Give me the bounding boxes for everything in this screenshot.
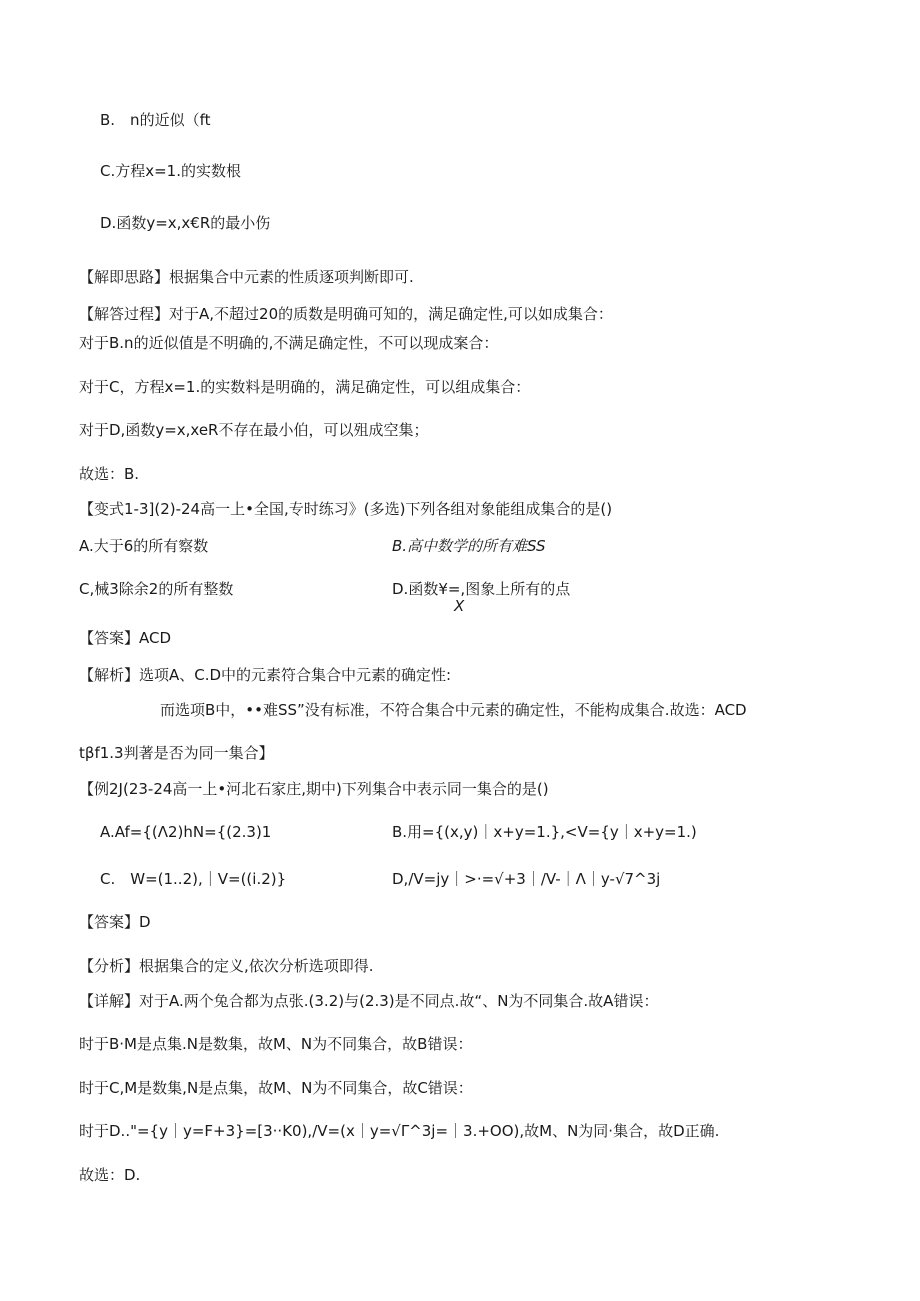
- example2-option-a: A.Af={(Λ2)hN={(2.3)1: [100, 823, 272, 841]
- variant-option-d: D.函数¥=,图象上所有的点: [392, 580, 571, 598]
- example2-answer: 【答案】D: [79, 913, 151, 931]
- solution-line-d: 对于D,函数y=x,xeR不存在最小伯，可以殂成空集；: [79, 421, 429, 439]
- example2-title: 【例2J(23-24高一上•河北石家庄,期中)下列集合中表示同一集合的是(): [79, 780, 549, 798]
- option-c-line: C.方程x=1.的实数根: [100, 162, 241, 180]
- example2-option-c: C. W=(1..2),｜V=((i.2)}: [100, 870, 287, 888]
- solution-line-b: 对于B.n的近似值是不明确的,不满足确定性，不可以现成案合：: [79, 334, 499, 352]
- variant-option-a: A.大于6的所有察数: [79, 537, 209, 555]
- variant-option-d-denominator: X: [454, 597, 465, 615]
- example2-line-d: 时于D.."={y｜y=F+3}=[3··K0),/V=(x｜y=√Γ^3j=｜3.+OO),故M、N为同·集合，故D正确.: [79, 1122, 720, 1140]
- section-heading: tβf1.3判著是否为同一集合】: [79, 744, 274, 762]
- variant-analysis: 【解析】选项A、C.D中的元素符合集合中元素的确定性:: [79, 666, 452, 684]
- example2-analysis: 【分析】根据集合的定义,依次分析选项即得.: [79, 957, 374, 975]
- example2-choose: 故选：D.: [79, 1166, 141, 1184]
- solution-line-c: 对于C，方程x=1.的实数料是明确的，满足确定性，可以组成集合：: [79, 378, 531, 396]
- variant-option-b: B.高中数学的所有难SS: [392, 537, 546, 555]
- option-d-line: D.函数y=x,x€R的最小伤: [100, 214, 271, 232]
- variant-title: 【变式1-3](2)-24高一上•全国,专时练习》(多选)下列各组对象能组成集合的是(): [79, 500, 613, 518]
- solution-process: 【解答过程】对于A,不超过20的质数是明确可知的，满足确定性,可以如成集合：: [79, 305, 613, 323]
- variant-analysis-2: 而选项B中，••难SS”没有标准，不符合集合中元素的确定性，不能构成集合.故选：ACD: [160, 701, 747, 719]
- example2-option-d: D,/V=jy｜>·=√+3｜/V-｜Λ｜y-√7^3j: [392, 870, 661, 888]
- option-b-line: B. n的近似（ft: [100, 111, 211, 129]
- solution-idea: 【解即思路】根据集合中元素的性质逐项判断即可.: [79, 268, 414, 286]
- variant-answer: 【答案】ACD: [79, 629, 172, 647]
- solution-choose: 故选：B.: [79, 465, 140, 483]
- example2-option-b: B.用={(x,y)｜x+y=1.},<V={y｜x+y=1.): [392, 823, 697, 841]
- example2-line-c: 时于C,M是数集,N是点集，故M、N为不同集合，故C错误：: [79, 1079, 473, 1097]
- example2-line-b: 时于B·M是点集.N是数集，故M、N为不同集合，故B错误：: [79, 1035, 473, 1053]
- variant-option-c: C,械3除余2的所有整数: [79, 580, 234, 598]
- example2-detail: 【详解】对于A.两个兔合都为点张.(3.2)与(2.3)是不同点.故“、N为不同集合.故A错误：: [79, 992, 659, 1010]
